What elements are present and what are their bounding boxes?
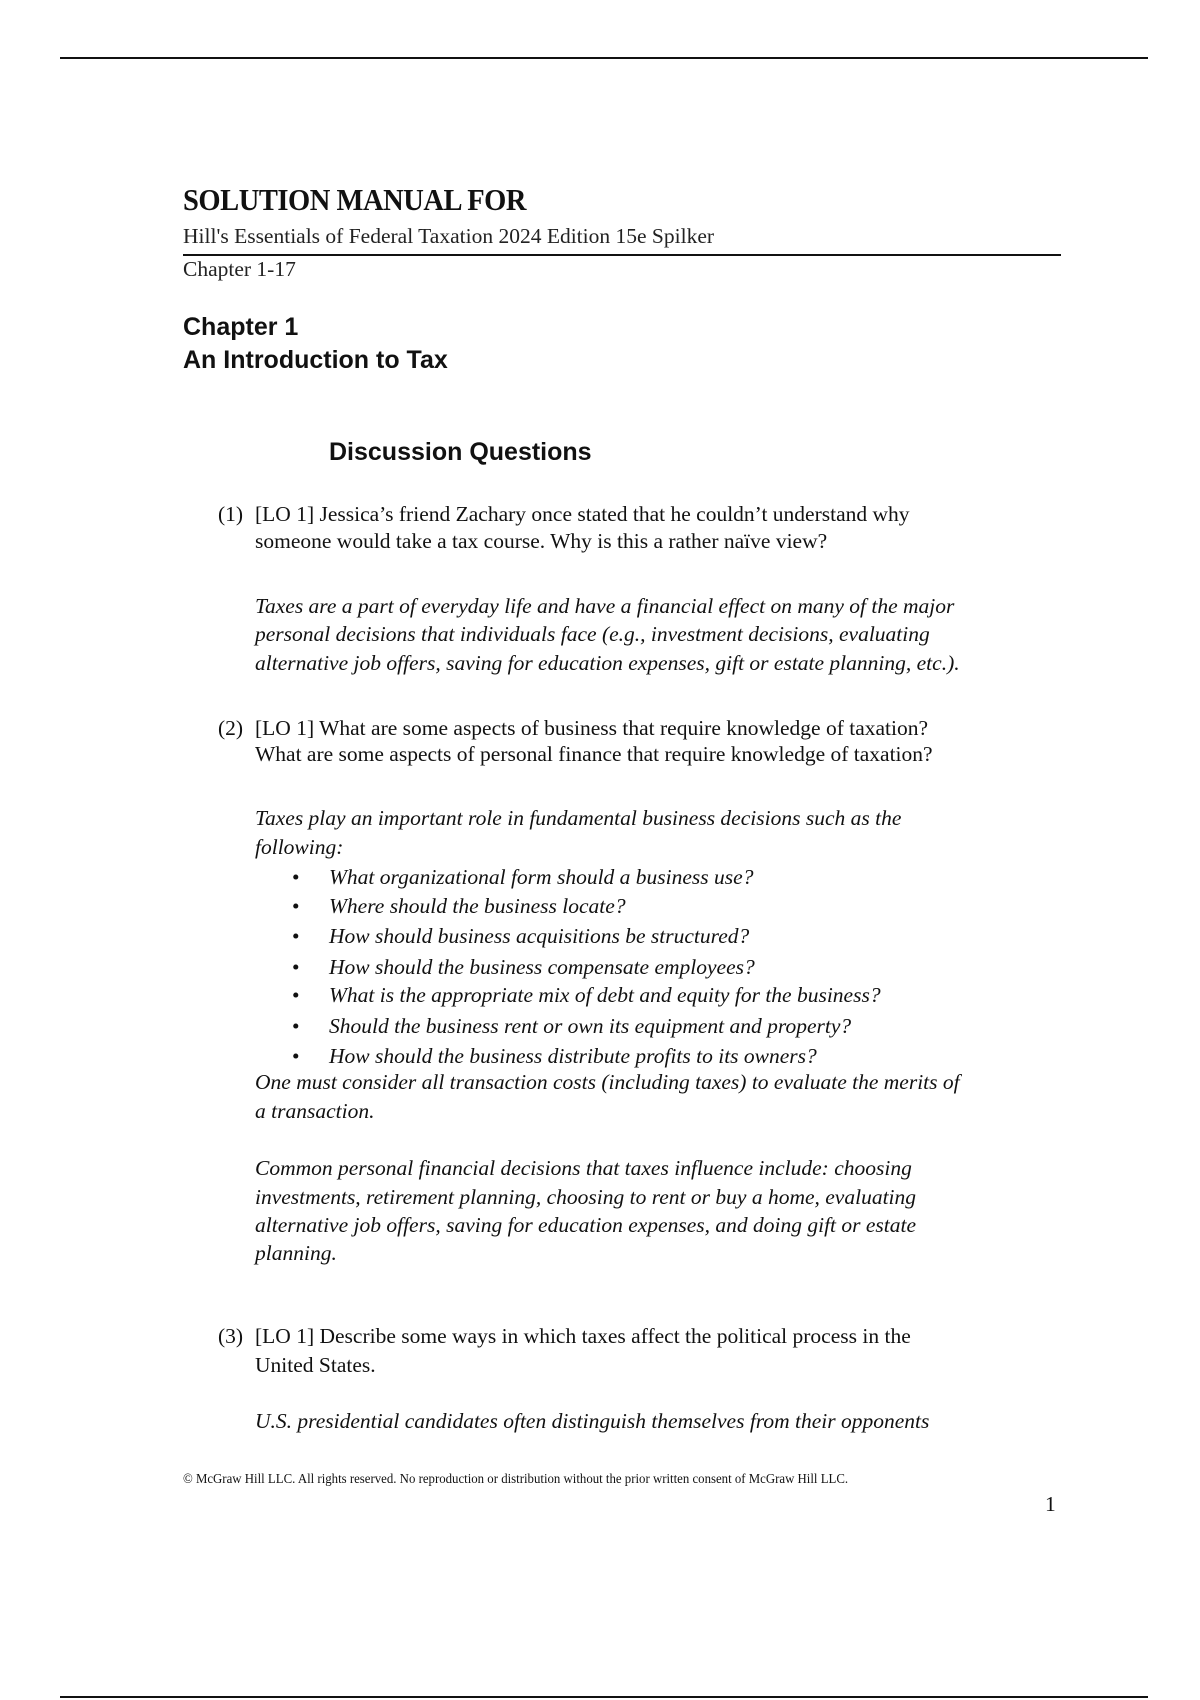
question-text: [LO 1] Describe some ways in which taxes affect the political process in the [255, 1324, 911, 1348]
bullet-icon: • [292, 1044, 300, 1068]
bullet-icon: • [292, 865, 300, 889]
bullet-item: Where should the business locate? [329, 894, 626, 918]
document-title: SOLUTION MANUAL FOR [183, 182, 527, 217]
chapter-number: Chapter 1 [183, 313, 299, 341]
bullet-icon: • [292, 894, 300, 918]
bullet-icon: • [292, 983, 300, 1007]
question-number: (2) [218, 716, 244, 740]
answer-text: following: [255, 835, 344, 859]
answer-text: a transaction. [255, 1099, 375, 1123]
section-heading: Discussion Questions [329, 438, 592, 466]
answer-text: investments, retirement planning, choosing to rent or buy a home, evaluating [255, 1185, 917, 1209]
question-number: (3) [218, 1324, 244, 1348]
answer-text: planning. [255, 1241, 337, 1265]
answer-text: U.S. presidential candidates often distinguish themselves from their opponents [255, 1409, 930, 1433]
bullet-item: What is the appropriate mix of debt and equity for the business? [329, 983, 881, 1007]
question-text: [LO 1] What are some aspects of business that require knowledge of taxation? [255, 716, 929, 740]
question-text: United States. [255, 1353, 376, 1377]
question-number: (1) [218, 502, 244, 526]
bullet-item: How should the business distribute profits to its owners? [329, 1044, 817, 1068]
top-rule [60, 57, 1148, 59]
bottom-rule [60, 1696, 1148, 1698]
answer-text: Taxes are a part of everyday life and have a financial effect on many of the major [255, 594, 955, 618]
answer-text: One must consider all transaction costs (including taxes) to evaluate the merits of [255, 1070, 960, 1094]
chapter-title: An Introduction to Tax [183, 346, 448, 374]
bullet-icon: • [292, 955, 300, 979]
answer-text: alternative job offers, saving for education expenses, and doing gift or estate [255, 1213, 917, 1237]
question-text: someone would take a tax course. Why is this a rather naïve view? [255, 529, 828, 553]
question-text: What are some aspects of personal finance that require knowledge of taxation? [255, 742, 933, 766]
answer-text: Taxes play an important role in fundamental business decisions such as the [255, 806, 902, 830]
question-text: [LO 1] Jessica’s friend Zachary once stated that he couldn’t understand why [255, 502, 910, 526]
copyright-footer: © McGraw Hill LLC. All rights reserved. No reproduction or distribution without the prior written consent of McGraw Hill LLC. [183, 1471, 849, 1486]
bullet-item: How should the business compensate employees? [329, 955, 755, 979]
bullet-icon: • [292, 1014, 300, 1038]
bullet-item: Should the business rent or own its equipment and property? [329, 1014, 852, 1038]
bullet-item: How should business acquisitions be structured? [329, 924, 750, 948]
chapter-range: Chapter 1-17 [183, 257, 296, 281]
book-subtitle: Hill's Essentials of Federal Taxation 2024 Edition 15e Spilker [183, 224, 715, 248]
answer-text: alternative job offers, saving for education expenses, gift or estate planning, etc.). [255, 651, 960, 675]
bullet-item: What organizational form should a business use? [329, 865, 754, 889]
header-rule [183, 254, 1061, 256]
page-number: 1 [1045, 1492, 1056, 1516]
answer-text: Common personal financial decisions that taxes influence include: choosing [255, 1156, 912, 1180]
bullet-icon: • [292, 924, 300, 948]
answer-text: personal decisions that individuals face (e.g., investment decisions, evaluating [255, 622, 930, 646]
